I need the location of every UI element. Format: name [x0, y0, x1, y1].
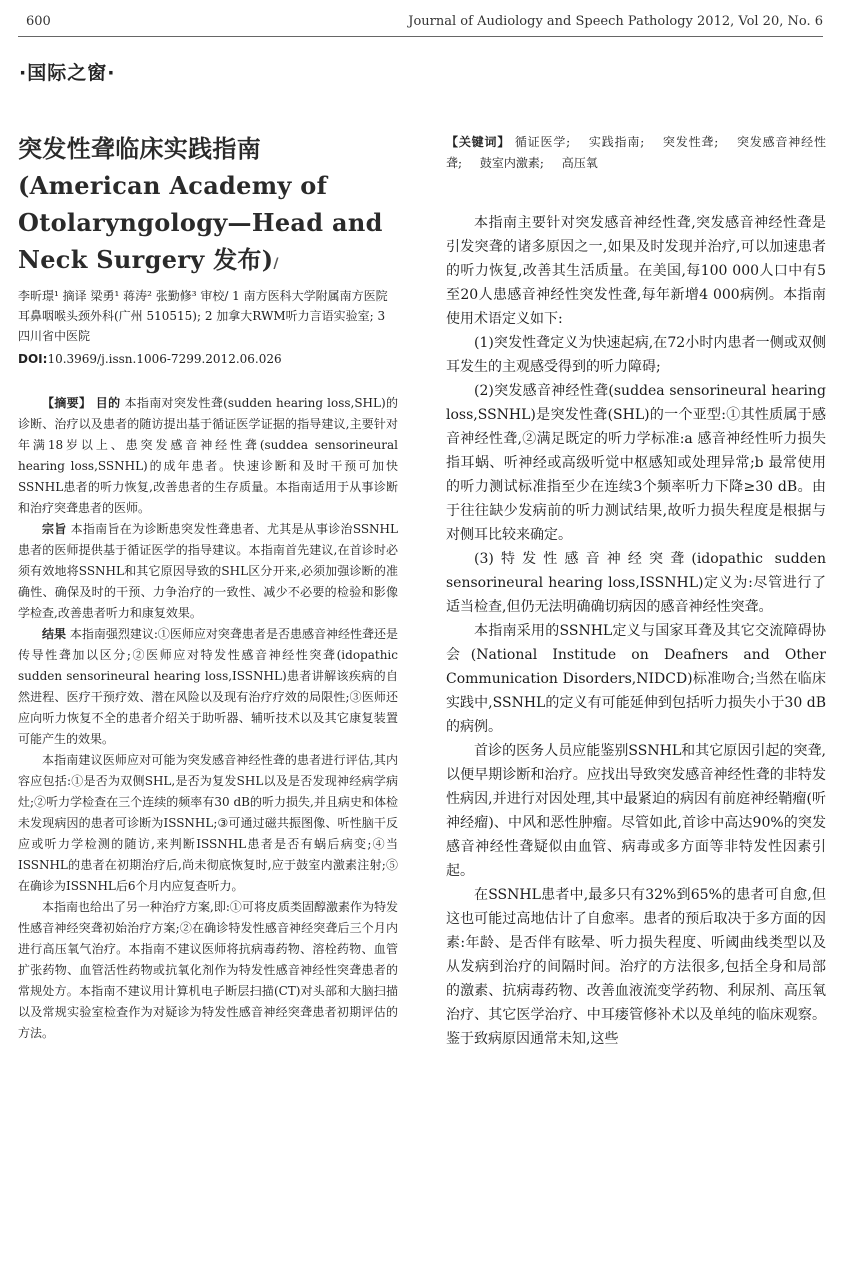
running-head — [18, 10, 823, 37]
abstract-paragraph — [18, 393, 398, 519]
journal-citation: Journal of Audiology and Speech Pathology 2012, Vol 20, No. 6 — [408, 14, 823, 29]
article-title-text: 突发性聋临床实践指南(American Academy of Otolaryngology—Head and Neck Surgery 发布) — [18, 134, 383, 274]
keyword: 突发感音神经性聋; — [446, 135, 826, 170]
abstract-paragraph — [18, 519, 398, 624]
article-title — [18, 130, 398, 283]
keywords-label: 【关键词】 — [446, 135, 511, 149]
abstract-text: 本指南强烈建议:①医师应对突聋患者是否患感音神经性聋还是传导性聋加以区分;②医师应对特发性感音神经性突聋(idopathic sudden sensorineural hearing loss,ISSNHL)患者讲解该疾病的自然进程、医疗干预疗效、潜在风险以及现有治疗疗效的局限性;③医师还应向听力恢复不全的患者介绍关于助听器、辅听技术以及其它康复装置可能产生的效果。 — [18, 627, 398, 746]
body-paragraph: 首诊的医务人员应能鉴别SSNHL和其它原因引起的突聋,以便早期诊断和治疗。应找出导致突发感音神经性聋的非特发性病因,并进行对因处理,其中最紧迫的病因有前庭神经鞘瘤(听神经瘤)、中风和恶性肿瘤。尽管如此,首诊中高达90%的突发感音神经性聋疑似由血管、病毒或多方面等非特发性因素引起。 — [446, 743, 826, 879]
abstract-text: 本指南也给出了另一种治疗方案,即:①可将皮质类固醇激素作为特发性感音神经突聋初始治疗方案;②在确诊特发性感音神经突聋后三个月内进行高压氧气治疗。本指南不建议医师将抗病毒药物、溶栓药物、血管扩张药物、血管活性药物或抗氧化剂作为特发性感音神经性突聋患者的常规处方。本指南不建议用计算机电子断层扫描(CT)对头部和大脑扫描以及常规实验室检查作为对疑诊为特发性感音神经突聋患者初期评估的方法。 — [18, 900, 398, 1040]
abstract-tag: 宗旨 — [42, 522, 67, 536]
left-column — [18, 130, 398, 1044]
body-paragraph: 在SSNHL患者中,最多只有32%到65%的患者可自愈,但这也可能过高地估计了自愈率。患者的预后取决于多方面的因素:年龄、是否伴有眩晕、听力损失程度、听阈曲线类型以及从发病到治疗的间隔时间。治疗的方法很多,包括全身和局部的激素、抗病毒药物、改善血液流变学药物、利尿剂、高压氧治疗、其它医学治疗、中耳瘘管修补术以及单纯的临床观察。鉴于致病原因通常未知,这些 — [446, 887, 826, 1047]
body-text — [446, 211, 826, 1051]
body-paragraph: (3)特发性感音神经突聋(idopathic sudden sensorineural hearing loss,ISSNHL)定义为:尽管进行了适当检查,但仍无法明确确切病因的感音神经性突聋。 — [446, 551, 826, 615]
abstract-tag: 结果 — [42, 627, 67, 641]
doi-value: 10.3969/j.issn.1006-7299.2012.06.026 — [47, 352, 282, 366]
keyword: 鼓室内激素; — [479, 156, 544, 170]
keyword: 循证医学; — [514, 135, 571, 149]
abstract-paragraph — [18, 750, 398, 897]
body-paragraph: (1)突发性聋定义为快速起病,在72小时内患者一侧或双侧耳发生的主观感受得到的听力障碍; — [446, 335, 826, 375]
author-affiliations: 李昕璟¹ 摘译 梁勇¹ 蒋涛² 张勤修³ 审校/ 1 南方医科大学附属南方医院耳鼻咽喉头颈外科(广州 510515); 2 加拿大RWM听力言语实验室; 3 四川省中医院 — [18, 289, 388, 343]
body-paragraph: 本指南采用的SSNHL定义与国家耳聋及其它交流障碍协会(National Institude on Deafners and Other Communication Disorders,NIDCD)标准吻合;当然在临床实践中,SSNHL的定义有可能延伸到包括听力损失小于30 dB的病例。 — [446, 623, 826, 735]
page-number: 600 — [26, 14, 51, 29]
keyword: 突发性聋; — [662, 135, 719, 149]
section-label: ·国际之窗· — [19, 62, 116, 84]
keyword: 高压氧 — [561, 156, 598, 170]
title-suffix: / — [273, 256, 279, 272]
keyword: 实践指南; — [588, 135, 645, 149]
abstract-paragraph — [18, 624, 398, 750]
body-paragraph: (2)突发感音神经性聋(suddea sensorineural hearing loss,SSNHL)是突发性聋(SHL)的一个亚型:①其性质属于感音神经性聋,②满足既定的听力学标准:a 感音神经性听力损失指耳蜗、听神经或高级听觉中枢感知或处理异常;b 最常使用的听力测试标准指至少在连续3个频率听力下降≥30 dB。由于往往缺少发病前的听力测试结果,故听力损失程度是根据与对侧耳比较来确定。 — [446, 383, 826, 543]
abstract-tag: 【摘要】 目的 — [42, 396, 121, 410]
abstract-paragraph — [18, 897, 398, 1044]
abstract — [18, 393, 398, 1044]
right-column — [446, 130, 826, 1051]
abstract-text: 本指南建议医师应对可能为突发感音神经性聋的患者进行评估,其内容应包括:①是否为双侧SHL,是否为复发SHL以及是否发现神经病学病灶;②听力学检查在三个连续的频率有30 dB的听力损失,并且病史和体检未发现病因的患者可诊断为ISSNHL;③可通过磁共振图像、听性脑干反应或听力学检测的随访,来判断ISSNHL患者是否有蜗后病变;④当ISSNHL的患者在初期治疗后,尚未彻底恢复时,应于鼓室内激素注射;⑤在确诊为ISSNHL后6个月内应复查听力。 — [18, 753, 398, 893]
abstract-text: 本指南对突发性聋(sudden hearing loss,SHL)的诊断、治疗以及患者的随访提出基于循证医学证据的指导建议,主要针对年满18岁以上、患突发感音神经性聋(suddea sensorineural hearing loss,SSNHL)的成年患者。快速诊断和及时干预可加快SSNHL患者的听力恢复,改善患者的生存质量。本指南适用于从事诊断和治疗突聋患者的医师。 — [18, 396, 398, 515]
body-paragraph: 本指南主要针对突发感音神经性聋,突发感音神经性聋是引发突聋的诸多原因之一,如果及时发现并治疗,可以加速患者的听力恢复,改善其生活质量。在美国,每100 000人口中有5至20人患感音神经性突发性聋,每年新增4 000病例。本指南使用术语定义如下: — [446, 215, 826, 327]
abstract-text: 本指南旨在为诊断患突发性聋患者、尤其是从事诊治SSNHL患者的医师提供基于循证医学的指导建议。本指南首先建议,在首诊时必须有效地将SSNHL和其它原因导致的SHL区分开来,必须加强诊断的准确性、确保及时的干预、力争治疗的一致性、减少不必要的检验和影像学检查,改善患者听力和康复效果。 — [18, 522, 398, 620]
doi-line — [18, 349, 398, 369]
keywords — [446, 132, 826, 174]
doi-label: DOI: — [18, 352, 48, 366]
